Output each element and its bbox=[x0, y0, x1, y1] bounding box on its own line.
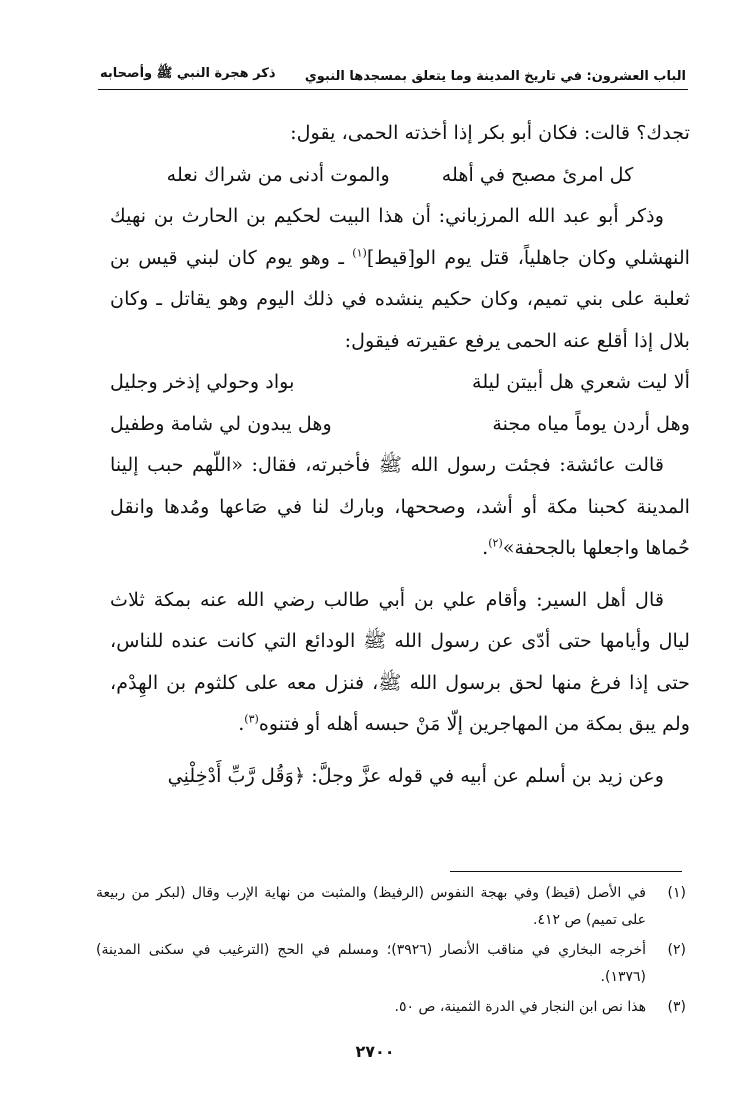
paragraph-4 bbox=[110, 579, 690, 745]
footnote-ref-1[interactable]: (١) bbox=[352, 246, 367, 260]
footnote-2 bbox=[96, 937, 686, 991]
verse-line-3 bbox=[110, 403, 690, 445]
footnotes bbox=[96, 880, 686, 1024]
paragraph-4-text-b: . bbox=[238, 712, 245, 735]
footnote-text: هذا نص ابن النجار في الدرة الثمينة، ص ٥٠. bbox=[394, 999, 646, 1015]
page-number: ٢٧٠٠ bbox=[355, 1042, 395, 1061]
footnote-divider bbox=[450, 871, 682, 872]
header-divider bbox=[98, 89, 688, 90]
footnote-number: (١) bbox=[667, 885, 686, 901]
paragraph-3 bbox=[110, 444, 690, 569]
running-header bbox=[100, 54, 686, 84]
footnote-ref-2[interactable]: (٢) bbox=[488, 536, 503, 550]
verse-2-second-hemistich: بواد وحولي إذخر وجليل bbox=[110, 370, 295, 393]
paragraph-4-text-a: قال أهل السير: وأقام علي بن أبي طالب رضي الله عنه بمكة ثلاث ليال وأيامها حتى أدّى عن رسول الله ﷺ الودائع التي كانت عنده للناس، حتى إذا فرغ منها لحق برسول الله ﷺ، فنزل معه على كلثوم بن الهِدْم، ولم يبق بمكة من المهاجرين إلّا مَنْ حبسه أهله أو فتنوه bbox=[110, 587, 690, 735]
footnote-1 bbox=[96, 880, 686, 934]
verse-3-first-hemistich: وهل أردن يوماً مياه مجنة bbox=[492, 411, 690, 435]
verse-line-1 bbox=[110, 154, 690, 196]
paragraph-1: تجدك؟ قالت: فكان أبو بكر إذا أخذته الحمى، يقول: bbox=[290, 121, 690, 144]
paragraph-3-text-b: . bbox=[482, 536, 489, 559]
footnote-ref-3[interactable]: (٣) bbox=[244, 712, 259, 726]
paragraph-5: وعن زيد بن أسلم عن أبيه في قوله عزَّ وجلَّ: ﴿وَقُل رَّبِّ أَدْخِلْنِي bbox=[167, 763, 664, 787]
verse-2-first-hemistich: ألا ليت شعري هل أبيتن ليلة bbox=[472, 370, 690, 393]
verse-1-second-hemistich: والموت أدنى من شراك نعله bbox=[166, 162, 390, 186]
section-title: ذكر هجرة النبي ﷺ وأصحابه bbox=[100, 66, 276, 81]
verse-1-first-hemistich: كل امرئ مصبح في أهله bbox=[441, 162, 634, 186]
chapter-title: الباب العشرون: في تاريخ المدينة وما يتعلق بمسجدها النبوي bbox=[304, 69, 686, 84]
footnote-3 bbox=[96, 994, 686, 1021]
footnote-number: (٣) bbox=[667, 999, 686, 1015]
footnote-number: (٢) bbox=[667, 942, 686, 958]
main-text bbox=[110, 112, 690, 796]
verse-3-second-hemistich: وهل يبدون لي شامة وطفيل bbox=[110, 411, 332, 435]
footnote-text: أخرجه البخاري في مناقب الأنصار (٣٩٢٦)؛ ومسلم في الحج (الترغيب في سكنى المدينة) (١٣٧٦). bbox=[96, 942, 646, 985]
paragraph-3-text-a: قالت عائشة: فجئت رسول الله ﷺ فأخبرته، فقال: «اللّهم حبب إلينا المدينة كحبنا مكة أو أشد، وصححها، وبارك لنا في صَاعها ومُدها وانقل حُماها واجعلها بالجحفة» bbox=[110, 453, 690, 559]
paragraph-2 bbox=[110, 195, 690, 361]
footnote-text: في الأصل (قيظ) وفي بهجة النفوس (الرفيظ) والمثبت من نهاية الإرب وقال (لبكر من ربيعة على تميم) ص ٤١٢. bbox=[96, 885, 646, 928]
paragraph-2-text-a: وذكر أبو عبد الله المرزباني: أن هذا البيت لحكيم بن الحارث بن نهيك النهشلي وكان جاهلياً، قتل يوم الو[قيط] bbox=[110, 204, 690, 269]
paragraph-2-text-b: ـ وهو يوم كان لبني قيس بن ثعلبة على بني تميم، وكان حكيم ينشده في ذلك اليوم وهو يقاتل ـ وكان بلال إذا أقلع عنه الحمى يرفع عقيرته فيقول: bbox=[110, 245, 690, 352]
verse-line-2 bbox=[110, 361, 690, 403]
